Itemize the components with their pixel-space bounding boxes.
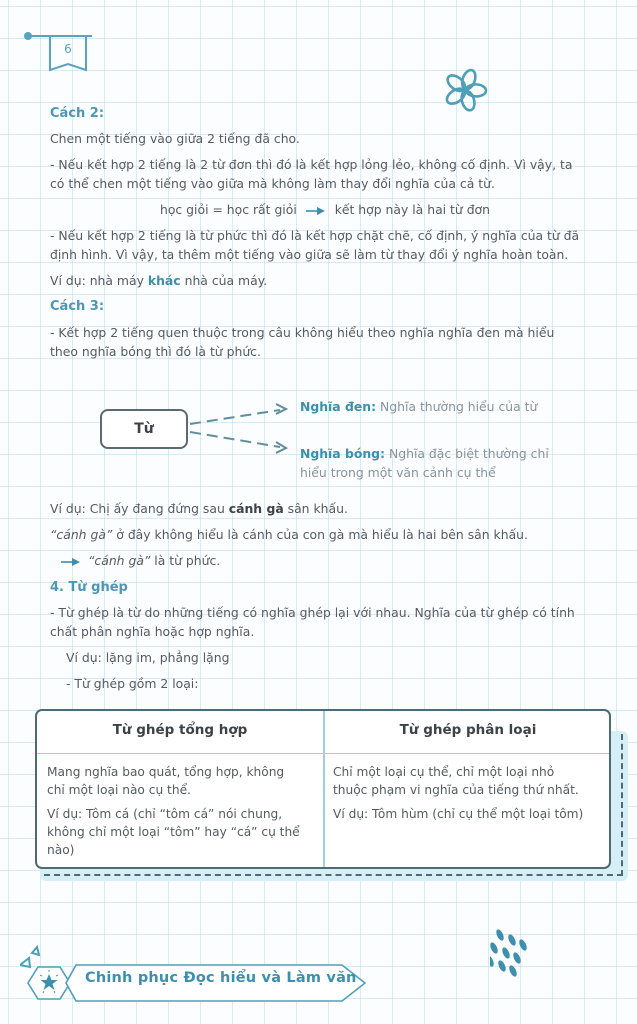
- heading-tu-ghep: 4. Từ ghép: [50, 580, 128, 595]
- cach-2-intro: Chen một tiếng vào giữa 2 tiếng đã cho.: [50, 131, 300, 146]
- tu-ghep-vidu: Ví dụ: lặng im, phẳng lặng: [66, 650, 230, 665]
- heading-cach-3: Cách 3:: [50, 299, 105, 314]
- compound-word-table: [35, 709, 611, 869]
- general-ex-3: nào): [47, 843, 75, 857]
- example-right: kết hợp này là hai từ đơn: [334, 202, 490, 217]
- vidu-highlight: khác: [147, 273, 181, 288]
- canh-ga-line3: [60, 551, 220, 570]
- bookmark-dot: [24, 32, 32, 40]
- table-header-classified: Từ ghép phân loại: [399, 722, 537, 738]
- tu-ghep-line2: chất phân nghĩa hoặc hợp nghĩa.: [50, 624, 255, 639]
- diagram-branch-literal: [300, 397, 537, 416]
- tu-ghep-types: - Từ ghép gồm 2 loại:: [66, 676, 199, 691]
- footer-title: Chinh phục Đọc hiểu và Làm văn: [85, 970, 357, 986]
- triangle-sparkle-icon: [20, 947, 39, 967]
- classified-desc: [333, 763, 599, 799]
- heading-cach-2: Cách 2:: [50, 106, 105, 121]
- branch-figurative-text-1: Nghĩa đặc biệt thường chỉ: [385, 446, 549, 461]
- table-cell-general: [47, 763, 313, 865]
- diagram-dashed-arrows: [188, 398, 298, 458]
- tu-ghep-line1: - Từ ghép là từ do những tiếng có nghĩa ghép lại với nhau. Nghĩa của từ ghép có tính: [50, 605, 575, 620]
- canh-ga-rest-2: là từ phức.: [150, 553, 221, 568]
- cach-2-p2-line2: định hình. Vì vậy, ta thêm một tiếng vào giữa sẽ làm từ thay đổi ý nghĩa hoàn toàn.: [50, 247, 569, 262]
- table-cell-classified: [333, 763, 599, 829]
- branch-literal-text: Nghĩa thường hiểu của từ: [376, 399, 538, 414]
- page-number: 6: [64, 42, 72, 56]
- canh-ga-prefix: Ví dụ: Chị ấy đang đứng sau: [50, 501, 229, 516]
- general-desc-2: chỉ một loại nào cụ thể.: [47, 783, 191, 797]
- arrow-right-icon: [60, 557, 82, 567]
- general-ex-1: Ví dụ: Tôm cá (chỉ “tôm cá” nói chung,: [47, 807, 283, 821]
- general-desc-1: Mang nghĩa bao quát, tổng hợp, không: [47, 765, 285, 779]
- canh-ga-line1: [50, 499, 348, 518]
- branch-literal-label: Nghĩa đen:: [300, 399, 377, 414]
- canh-ga-rest: ở đây không hiểu là cánh của con gà mà hiểu là hai bên sân khấu.: [112, 527, 528, 542]
- canh-ga-italic-2: “cánh gà”: [88, 553, 151, 568]
- vidu-suffix: nhà của máy.: [180, 273, 268, 288]
- classified-example: [333, 805, 599, 823]
- cach-2-p1-line1: - Nếu kết hợp 2 tiếng là 2 từ đơn thì đó là kết hợp lỏng lẻo, không cố định. Vì vậy, ta: [50, 157, 573, 172]
- classified-desc-1: Chỉ một loại cụ thể, chỉ một loại nhỏ: [333, 765, 555, 779]
- vidu-prefix: Ví dụ: nhà máy: [50, 273, 148, 288]
- canh-ga-bold: cánh gà: [228, 501, 284, 516]
- general-desc: [47, 763, 313, 799]
- cach-2-vidu: [50, 271, 267, 290]
- cach-3-line1: - Kết hợp 2 tiếng quen thuộc trong câu không hiểu theo nghĩa nghĩa đen mà hiểu: [50, 325, 555, 340]
- flower-icon: [440, 65, 490, 115]
- canh-ga-suffix: sân khấu.: [283, 501, 348, 516]
- example-left: học giỏi = học rất giỏi: [160, 202, 297, 217]
- general-ex-2: không chỉ một loại “tôm” hay “cá” cụ thể: [47, 825, 300, 839]
- arrow-right-icon: [305, 206, 327, 216]
- cach-2-example: [160, 200, 490, 219]
- diagram-branch-figurative: [300, 444, 549, 482]
- classified-desc-2: thuộc phạm vi nghĩa của tiếng thứ nhất.: [333, 783, 579, 797]
- cach-2-p1-line2: có thể chen một tiếng vào giữa mà không làm thay đổi nghĩa của cả từ.: [50, 176, 495, 191]
- cach-3-line2: theo nghĩa bóng thì đó là từ phức.: [50, 344, 261, 359]
- canh-ga-italic: “cánh gà”: [50, 527, 113, 542]
- general-example: [47, 805, 313, 859]
- classified-ex-1: Ví dụ: Tôm hùm (chỉ cụ thể một loại tôm): [333, 807, 584, 821]
- branch-figurative-text-2: hiểu trong một văn cảnh cụ thể: [300, 465, 496, 480]
- canh-ga-line2: [50, 525, 528, 544]
- branch-figurative-label: Nghĩa bóng:: [300, 446, 386, 461]
- cach-2-p2-line1: - Nếu kết hợp 2 tiếng là từ phức thì đó là kết hợp chặt chẽ, cố định, ý nghĩa của từ đã: [50, 228, 580, 243]
- diagram-center-box: Từ: [100, 409, 188, 449]
- table-header-general: Từ ghép tổng hợp: [112, 722, 248, 738]
- dots-pattern-icon: [490, 928, 540, 978]
